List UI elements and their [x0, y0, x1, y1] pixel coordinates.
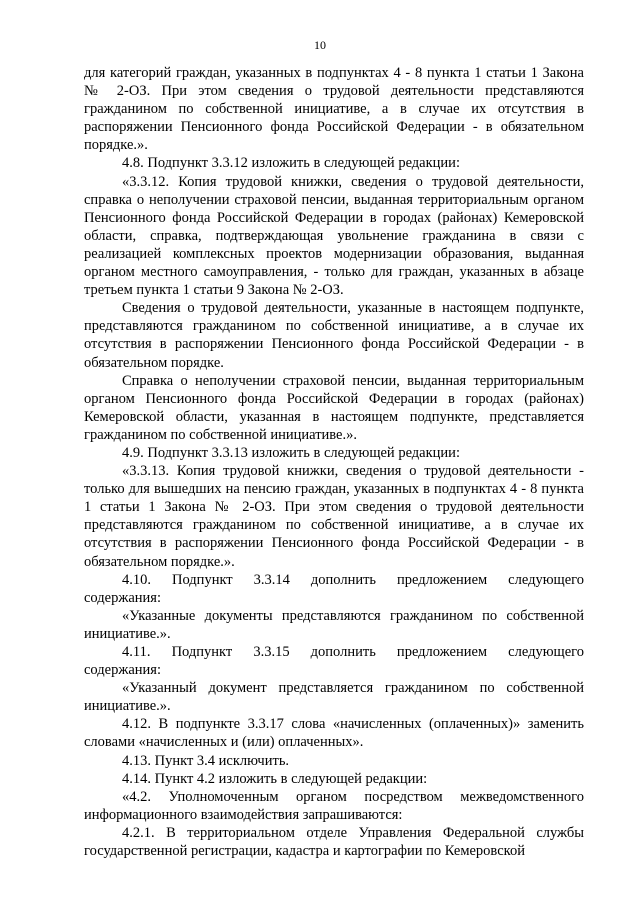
document-body [84, 64, 584, 860]
paragraph-4-10-continuation: содержания: [84, 589, 162, 606]
paragraph-4-11: 4.11. Подпункт 3.3.15 дополнить предложением следующего [122, 644, 584, 660]
paragraph-4-2-1: 4.2.1. В территориальном отделе Управления Федеральной службы государственной регистрации, кадастра и картографии по Кемеровской [84, 824, 584, 860]
paragraph-pension-certificate: Справка о неполучении страховой пенсии, выданная территориальным органом Пенсионного фонда Российской Федерации в городах (районах) Кемеровской области, указанная в настоящем подпункте, представляется гражданином по собственной инициативе.». [84, 372, 584, 443]
paragraph-4-11-continuation: содержания: [84, 662, 162, 679]
paragraph-4-12: 4.12. В подпункте 3.3.17 слова «начисленных (оплаченных)» заменить словами «начисленных и (или) оплаченных». [84, 716, 584, 751]
paragraph-3-3-12: «3.3.12. Копия трудовой книжки, сведения о трудовой деятельности, справка о неполучении страховой пенсии, выданная территориальным органом Пенсионного фонда Российской Федерации в городах (районах) Кемеровской области, справка, подтверждающая увольнение гражданина в связи с реализацией комплексных проектов модернизации образования, выданная органом местного самоуправления, - только для граждан, указанных в абзаце третьем пункта 1 статьи 9 Закона № 2-ОЗ. [84, 173, 584, 299]
paragraph-4-14: 4.14. Пункт 4.2 изложить в следующей редакции: [122, 770, 428, 787]
paragraph-4-13: 4.13. Пункт 3.4 исключить. [122, 752, 290, 769]
paragraph-4-9: 4.9. Подпункт 3.3.13 изложить в следующей редакции: [122, 444, 460, 461]
paragraph-4-2: «4.2. Уполномоченным органом посредством межведомственного информационного взаимодействия запрашиваются: [84, 788, 584, 823]
paragraph-4-10: 4.10. Подпункт 3.3.14 дополнить предложением следующего [122, 571, 584, 588]
paragraph-continuation: для категорий граждан, указанных в подпунктах 4 - 8 пункта 1 статьи 1 Закона № 2-ОЗ. При этом сведения о трудовой деятельности представляются гражданином по собственной инициативе, а в случае их отсутствия в распоряжении Пенсионного фонда Российской Федерации - в обязательном порядке.». [84, 65, 584, 154]
paragraph-3-3-13: «3.3.13. Копия трудовой книжки, сведения о трудовой деятельности - только для вышедших на пенсию граждан, указанных в подпунктах 4 - 8 пункта 1 статьи 1 Закона № 2-ОЗ. При этом сведения о трудовой деятельности представляются гражданином по собственной инициативе, а в случае их отсутствия в распоряжении Пенсионного фонда Российской Федерации - в обязательном порядке.». [84, 463, 584, 570]
page-number: 10 [314, 38, 326, 52]
paragraph-4-11-quote: «Указанный документ представляется гражданином по собственной инициативе.». [84, 680, 584, 715]
paragraph-4-8: 4.8. Подпункт 3.3.12 изложить в следующей редакции: [122, 155, 460, 172]
paragraph-work-info: Сведения о трудовой деятельности, указанные в настоящем подпункте, представляются гражданином по собственной инициативе, а в случае их отсутствия в распоряжении Пенсионного фонда Российской Федерации - в обязательном порядке. [84, 300, 584, 371]
paragraph-4-10-quote: «Указанные документы представляются гражданином по собственной инициативе.». [84, 607, 584, 642]
